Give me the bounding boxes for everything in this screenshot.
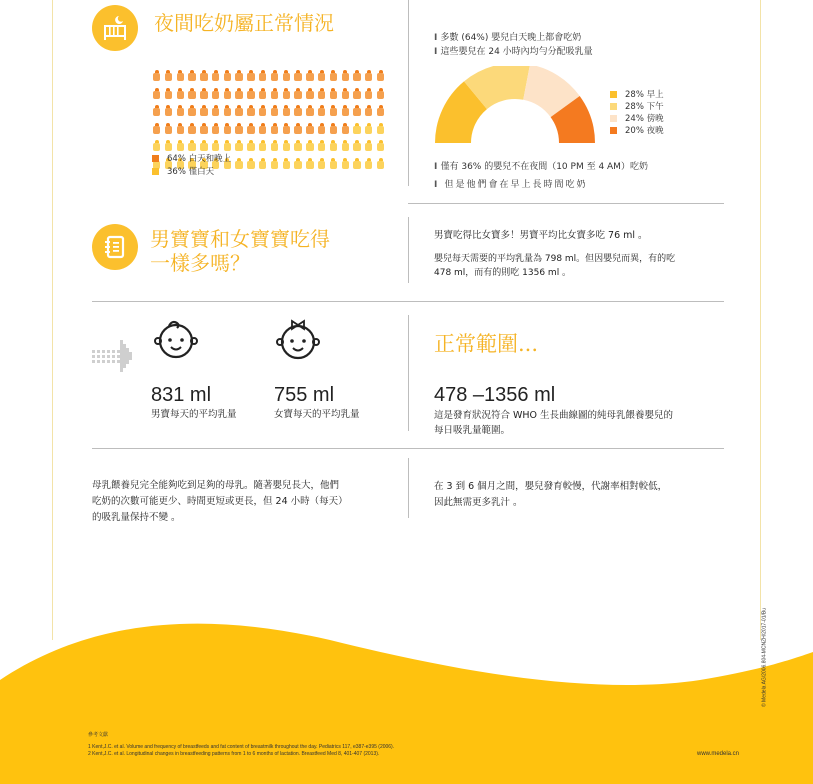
bottle-icon — [234, 123, 243, 134]
bottle-icon — [317, 105, 326, 116]
bottle-icon — [187, 140, 196, 151]
bottle-icon — [364, 70, 373, 81]
bottle-icon — [329, 140, 338, 151]
bottle-icon — [317, 123, 326, 134]
swatch-orange — [152, 155, 159, 162]
bottle-icon — [164, 105, 173, 116]
baby-boy-face-icon — [150, 318, 202, 362]
section4-left-line: 母乳餵養兒完全能夠吃到足夠的母乳。隨著嬰兒長大，他們 — [92, 480, 340, 491]
donut-legend — [610, 89, 664, 137]
section2-bottom-line — [92, 301, 724, 302]
bottle-icon — [270, 70, 279, 81]
range-desc-line: 每日吸乳量範圍。 — [434, 425, 511, 436]
bottle-icon — [293, 105, 302, 116]
bottle-icon — [164, 140, 173, 151]
bottle-icon — [293, 140, 302, 151]
notes-bottom — [434, 160, 648, 192]
bottle-icon — [223, 105, 232, 116]
girl-label: 女寶每天的平均乳量 — [274, 409, 360, 420]
section4-right-line: 在 3 到 6 個月之間，嬰兒發育較慢，代謝率相對較低， — [434, 481, 668, 492]
bottle-icon — [317, 140, 326, 151]
section4-left-text — [92, 478, 348, 526]
bottle-icon — [364, 88, 373, 99]
title-line: 男寶寶和女寶寶吃得 — [150, 227, 330, 251]
notebook-icon — [92, 224, 138, 270]
bottle-icon — [352, 105, 361, 116]
section2-text — [434, 228, 675, 280]
bottle-row — [152, 88, 392, 99]
crib-icon — [92, 5, 138, 51]
notes-top — [434, 31, 593, 59]
bottle-icon — [258, 105, 267, 116]
section2-para1: 男寶吃得比女寶多！男寶平均比女寶多吃 76 ml 。 — [434, 230, 648, 241]
section1-divider — [408, 0, 409, 186]
bottle-icon — [341, 70, 350, 81]
left-margin-line — [52, 0, 53, 640]
right-margin-line — [760, 0, 761, 640]
bottle-icon — [329, 158, 338, 169]
bottle-icon — [376, 123, 385, 134]
bottle-icon — [364, 158, 373, 169]
bottle-icon — [211, 88, 220, 99]
bottle-icon — [211, 70, 220, 81]
bottle-icon — [152, 140, 161, 151]
bottle-icon — [305, 123, 314, 134]
legend-label: 20% 夜晚 — [625, 126, 664, 136]
bottle-icon — [234, 140, 243, 151]
bottle-icon — [176, 88, 185, 99]
ref-2: 2 Kent,J.C. et al. Longitudinal changes in breastfeeding patterns from 1 to 6 months of lactation. Breastfeed Med 8, 401-407 (2013). — [88, 751, 380, 757]
bottle-icon — [246, 105, 255, 116]
bottle-icon — [341, 105, 350, 116]
bottle-icon — [364, 140, 373, 151]
bottle-icon — [199, 88, 208, 99]
note-line: I 僅有 36% 的嬰兒不在夜間（10 PM 至 4 AM）吃奶 — [434, 160, 648, 174]
bottle-icon — [317, 158, 326, 169]
bottle-icon — [199, 105, 208, 116]
arrow-dots-icon — [92, 338, 138, 374]
bottle-row — [152, 70, 392, 81]
section4-left-line: 的吸乳量保持不變 。 — [92, 512, 181, 523]
section4-right-line: 因此無需更多乳汁 。 — [434, 497, 523, 508]
bottle-icon — [246, 70, 255, 81]
bottle-row — [152, 105, 392, 116]
bottle-icon — [293, 70, 302, 81]
bottle-icon — [376, 158, 385, 169]
bottle-icon — [376, 70, 385, 81]
bottle-icon — [164, 70, 173, 81]
bottle-icon — [176, 105, 185, 116]
bottle-row — [152, 140, 392, 151]
refs-title: 參考文獻 — [88, 732, 109, 738]
note-line: I 但是他們會在早上長時間吃奶 — [434, 178, 648, 192]
bottle-icon — [329, 105, 338, 116]
bottle-icon — [164, 88, 173, 99]
bottle-icon — [305, 158, 314, 169]
note-line: I 這些嬰兒在 24 小時內均勻分配吸乳量 — [434, 45, 593, 59]
bottle-icon — [211, 123, 220, 134]
bottle-legend-2 — [152, 166, 214, 178]
bottle-icon — [282, 70, 291, 81]
bottle-icon — [376, 88, 385, 99]
bottle-icon — [341, 123, 350, 134]
bottle-icon — [258, 140, 267, 151]
bottle-icon — [352, 70, 361, 81]
bottle-icon — [223, 70, 232, 81]
bottle-icon — [176, 140, 185, 151]
bottle-icon — [246, 140, 255, 151]
bottle-icon — [364, 123, 373, 134]
legend-label: 64% 白天和晚上 — [167, 154, 232, 164]
bottle-icon — [317, 88, 326, 99]
section2-para2-line1: 嬰兒每天需要的平均乳量為 798 ml。但因嬰兒而異，有的吃 — [434, 254, 676, 264]
bottle-icon — [282, 105, 291, 116]
range-desc — [434, 408, 673, 438]
section2-title — [150, 227, 330, 275]
bottle-icon — [270, 105, 279, 116]
bottle-icon — [282, 140, 291, 151]
bottle-icon — [282, 123, 291, 134]
legend-swatch — [610, 127, 617, 134]
section3-divider — [408, 315, 409, 431]
section4-divider — [408, 458, 409, 518]
bottle-icon — [329, 88, 338, 99]
bottle-icon — [246, 158, 255, 169]
bottle-icon — [187, 88, 196, 99]
bottle-icon — [187, 105, 196, 116]
bottle-icon — [352, 88, 361, 99]
bottle-row — [152, 123, 392, 134]
boy-label: 男寶每天的平均乳量 — [151, 409, 237, 420]
bottle-icon — [317, 70, 326, 81]
bottle-icon — [234, 88, 243, 99]
bottle-icon — [305, 105, 314, 116]
donut-legend-item — [610, 125, 664, 137]
legend-label: 36% 僅白天 — [167, 167, 215, 177]
references — [88, 732, 394, 758]
bottle-icon — [258, 123, 267, 134]
legend-swatch — [610, 91, 617, 98]
bottle-icon — [199, 140, 208, 151]
bottle-icon — [305, 88, 314, 99]
range-desc-line: 這是發育狀況符合 WHO 生長曲線圖的純母乳餵養嬰兒的 — [434, 410, 674, 421]
half-donut-chart — [430, 66, 600, 146]
ref-1: 1 Kent,J.C. et al. Volume and frequency of breastfeeds and fat content of breastmilk throughout the day. Pediatrics 117, e387-e395 (2006). — [88, 744, 395, 750]
bottle-icon — [270, 140, 279, 151]
bottle-legend-1 — [152, 153, 231, 165]
bottle-icon — [270, 158, 279, 169]
section3-bottom-line — [92, 448, 724, 449]
bottle-icon — [199, 123, 208, 134]
section4-left-line: 吃奶的次數可能更少、時間更短或更長，但 24 小時（每天） — [92, 496, 348, 507]
swatch-yellow — [152, 168, 159, 175]
bottle-icon — [234, 105, 243, 116]
section1-title: 夜間吃奶屬正常情況 — [154, 11, 334, 35]
bottle-icon — [234, 158, 243, 169]
bottle-icon — [329, 123, 338, 134]
bottle-icon — [152, 105, 161, 116]
bottle-icon — [152, 88, 161, 99]
bottle-icon — [164, 123, 173, 134]
legend-label: 24% 傍晚 — [625, 114, 664, 124]
bottle-icon — [152, 70, 161, 81]
bottle-icon — [282, 88, 291, 99]
bottle-icon — [246, 123, 255, 134]
legend-label: 28% 下午 — [625, 102, 664, 112]
bottle-icon — [246, 88, 255, 99]
bottle-icon — [258, 88, 267, 99]
section4-right-text — [434, 479, 667, 511]
bottle-icon — [341, 158, 350, 169]
bottle-icon — [211, 105, 220, 116]
note-line: I 多數 (64%) 嬰兒白天晚上都會吃奶 — [434, 31, 593, 45]
title-line: 一樣多嗎？ — [150, 251, 250, 275]
bottle-icon — [187, 70, 196, 81]
bottle-icon — [376, 140, 385, 151]
bottle-icon — [258, 158, 267, 169]
range-title: 正常範圍... — [434, 332, 539, 356]
bottle-icon — [293, 158, 302, 169]
bottle-icon — [352, 123, 361, 134]
bottle-icon — [176, 70, 185, 81]
bottle-icon — [305, 70, 314, 81]
bottle-icon — [176, 123, 185, 134]
bottle-icon — [187, 123, 196, 134]
bottle-icon — [341, 88, 350, 99]
bottle-icon — [258, 70, 267, 81]
donut-legend-item — [610, 89, 664, 101]
bottle-icon — [305, 140, 314, 151]
girl-value: 755 ml — [274, 384, 335, 406]
bottle-icon — [270, 88, 279, 99]
section2-para2-line2: 478 ml，而有的則吃 1356 ml 。 — [434, 268, 572, 278]
range-value: 478 –1356 ml — [434, 384, 556, 406]
bottle-icon — [352, 158, 361, 169]
bottle-icon — [211, 140, 220, 151]
bottle-icon — [199, 70, 208, 81]
legend-swatch — [610, 103, 617, 110]
donut-legend-item — [610, 101, 664, 113]
vertical-code: © Medela AG/2006.804-MCNZH/2017-01/Bu — [761, 608, 768, 708]
bottle-icon — [293, 88, 302, 99]
bottle-icon — [293, 123, 302, 134]
bottle-icon — [329, 70, 338, 81]
baby-girl-face-icon — [272, 318, 324, 362]
section2-divider — [408, 217, 409, 283]
donut-legend-item — [610, 113, 664, 125]
bottle-icon — [223, 88, 232, 99]
bottle-icon — [152, 123, 161, 134]
bottle-icon — [270, 123, 279, 134]
section1-bottom-line — [408, 203, 724, 204]
bottle-icon — [282, 158, 291, 169]
bottle-icon — [341, 140, 350, 151]
bottle-icon — [376, 105, 385, 116]
bottle-icon — [364, 105, 373, 116]
bottle-icon — [223, 123, 232, 134]
bottle-icon — [234, 70, 243, 81]
legend-label: 28% 早上 — [625, 90, 664, 100]
legend-swatch — [610, 115, 617, 122]
bottle-icon — [352, 140, 361, 151]
website: www.medela.cn — [697, 751, 740, 757]
boy-value: 831 ml — [151, 384, 212, 406]
bottle-icon — [223, 140, 232, 151]
